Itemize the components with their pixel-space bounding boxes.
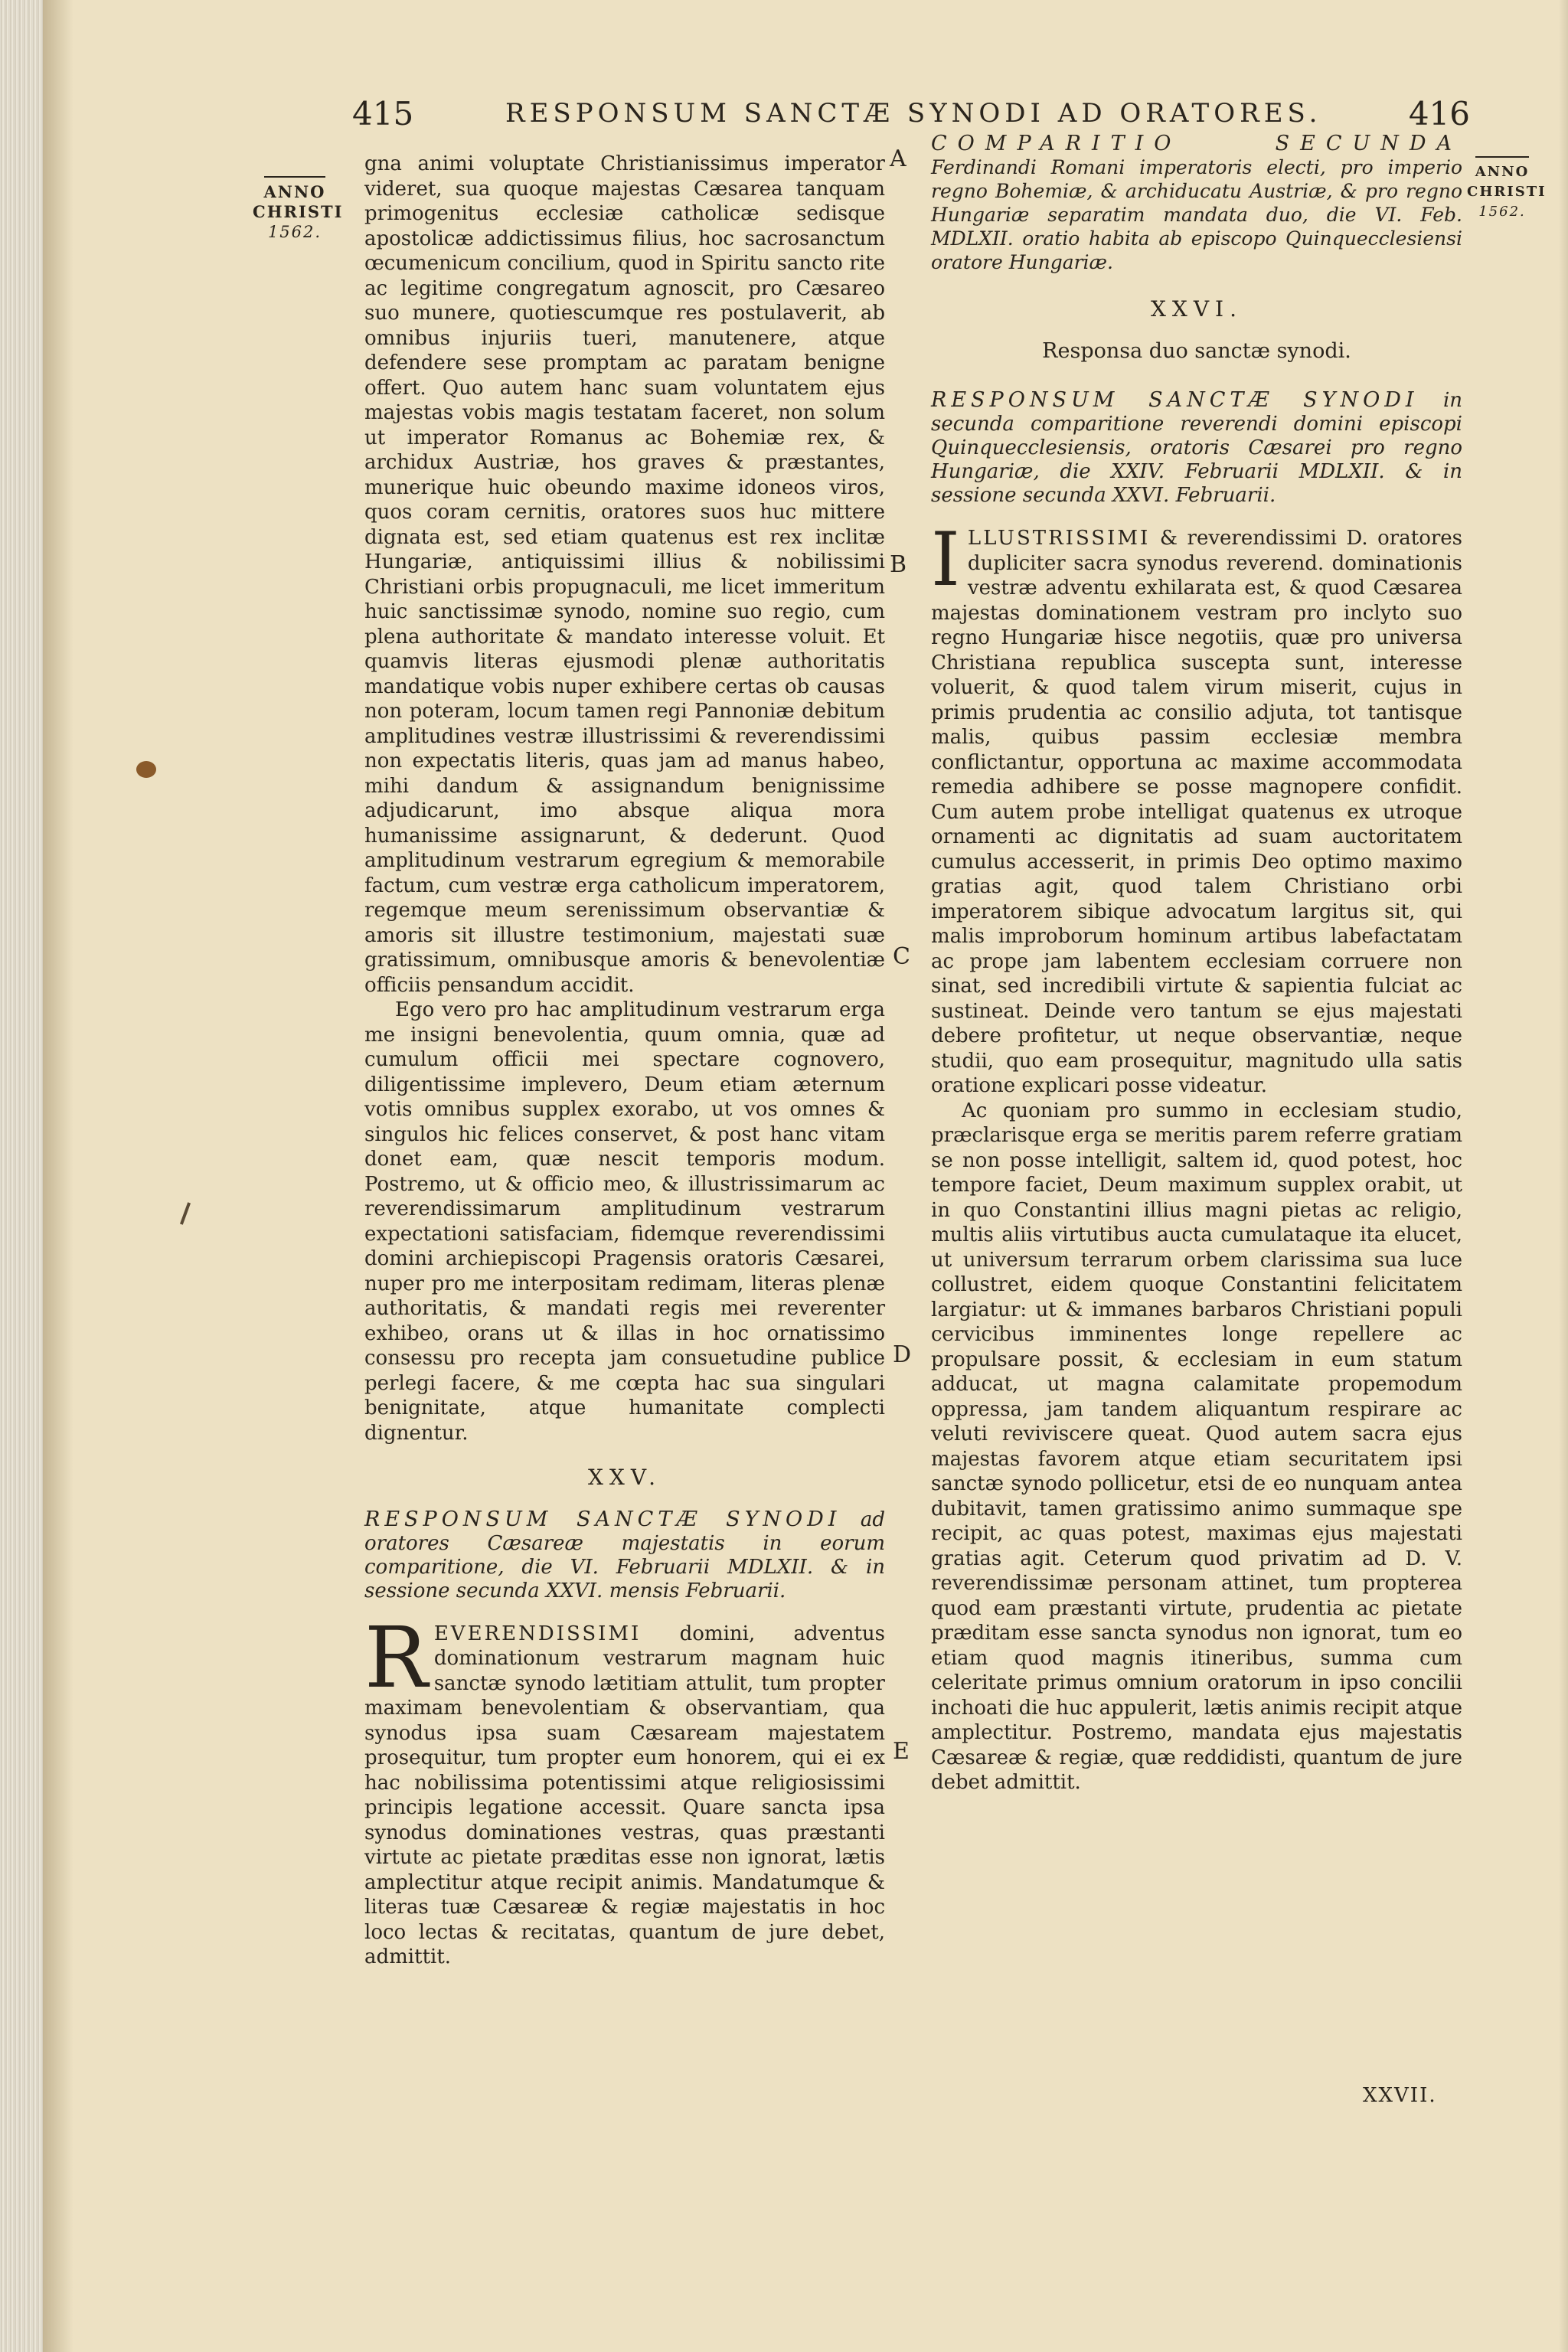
section-heading-xxv-caps: RESPONSUM SANCTÆ SYNODI	[364, 1507, 841, 1531]
section-marker-c: C	[893, 943, 910, 970]
section-number-xxvi: XXVI.	[1150, 296, 1243, 322]
comparitio-heading	[931, 132, 1462, 274]
section-marker-b: B	[890, 551, 907, 578]
left-column	[364, 152, 885, 1970]
right-paragraph-1-text: & reverendissimi D. oratores dupliciter sacra synodus reverend. dominationis vestræ adventu exhilarata est, & quod Cæsarea majestas dominationem vestram pro inclyto suo regno Hungariæ hisce negotiis, quæ pro universa Christiana republica suscepta sunt, interesse voluerit, & quod talem virum miserit, cujus in primis prudentia ac consilio adjuta, tot tantisque malis, quibus passim ecclesiæ membra conflictantur, opportuna ac maxime accommodata remedia adhibere se posse magnopere confidit. Cum autem probe intelligat quatenus ex utroque ornamenti ac dignitatis ad suam auctoritatem cumulus accesserit, in primis Deo optimo maximo gratias agit, quod talem Christiano orbi imperatorem sibique advocatum largitus sit, qui malis improborum hominum artibus labefactatam ac prope jam labentem ecclesiam corruere non sinat, sed incredibili virtute & sapientia fulciat ac sustineat. Deinde vero tantum se ejus majestati debere profitetur, ut neque observantiæ, neque studii, quo eam prosequitur, magnitudo ulla satis oratione explicari posse videatur.	[931, 527, 1462, 1097]
responsa-subheading: Responsa duo sanctæ synodi.	[1042, 338, 1351, 363]
section-marker-d: D	[893, 1341, 912, 1368]
drop-cap-i: I	[931, 517, 960, 603]
section-xxv-body	[364, 1608, 885, 1970]
section-heading-xxv-rest: ad oratores Cæsareæ majestatis in eorum comparitione, die VI. Februarii MDLXII. & in sessione secunda XXVI. mensis Februarii.	[364, 1508, 886, 1602]
right-column	[931, 132, 1462, 1795]
left-paragraph-1: gna animi voluptate Christianissimus imperator videret, sua quoque majestas Cæsarea tanquam primogenitus ecclesiæ catholicæ sedisque apostolicæ addictissimus filius, hoc sacrosanctum œcumenicum concilium, quod in Spiritu sancto rite ac legitime congregatum agnoscit, pro Cæsareo suo munere, quotiescumque res postulaverit, ab omnibus injuriis tueri, manutenere, atque defendere sese promptam ac paratam benigne offert. Quo autem hanc suam voluntatem ejus majestas vobis magis testatam faceret, non solum ut imperator Romanus ac Bohemiæ rex, & archidux Austriæ, hos graves & præstantes, munerique huic obeundo maxime idoneos viros, quos coram cernitis, oratores suos huc mittere dignata est, sed etiam quatenus est rex inclitæ Hungariæ, antiquissimi illius & nobilissimi Christiani orbis propugnaculi, me licet immeritum huic sanctissimæ synodo, nomine suo regio, cum plena authoritate & mandato interesse voluit. Et quamvis literas ejusmodi plenæ authoritatis mandatique vobis nuper exhibere certas ob causas non poteram, locum tamen regi Pannoniæ debitum amplitudines vestræ illustrissimi & reverendissimi non expectatis literis, quas jam ad manus habeo, mihi dandum & assignandum benignissime adjudicarunt, imo absque aliqua mora humanissime assignarunt, & dederunt. Quod amplitudinum vestrarum egregium & memorabile factum, cum vestræ erga catholicum imperatorem, regemque meum serenissimum observantiæ & amoris sit illustre testimonium, majestati suæ gratissimum, omnibusque amoris & benevolentiæ officiis pensandum accidit.	[364, 152, 885, 997]
margin-note-right: ANNO CHRISTI 1562.	[1467, 156, 1537, 222]
left-paragraph-2: Ego vero pro hac amplitudinum vestrarum erga me insigni benevolentia, quum omnia, quæ ad cumulum officii mei spectare cognovero, diligentissime implevero, Deum etiam æternum votis omnibus supplex exorabo, ut vos omnes & singulos hic felices conservet, & post hanc vitam donet eam, quæ nescit temporis modum. Postremo, ut & officio meo, & illustrissimarum ac reverendissimarum amplitudinum vestrarum expectationi satisfaciam, fidemque reverendissimi domini archiepiscopi Pragensis oratoris Cæsarei, nuper pro me interpositam redimam, literas plenæ authoritatis, & mandati regis mei reverenter exhibeo, orans ut & illas in hoc ornatissimo consessu pro recepta jam consuetudine publice perlegi facere, & me cœpta hac sua singulari benignitate, atque humanitate complecti dignentur.	[364, 998, 885, 1445]
page-number-right: 416	[1408, 95, 1470, 132]
section-marker-a: A	[890, 145, 906, 172]
section-marker-e: E	[893, 1738, 910, 1765]
section-heading-xxv	[364, 1508, 885, 1603]
comparitio-rest: Ferdinandi Romani imperatoris electi, pro imperio regno Bohemiæ, & archiducatu Austriæ, & pro regno Hungariæ separatim mandata duo, die VI. Feb. MDLXII. oratio habita ab episcopo Quinquecclesiensi oratore Hungariæ.	[931, 156, 1462, 273]
comparitio-caps: COMPARITIO SECUNDA	[931, 132, 1462, 155]
page-number-left: 415	[352, 95, 414, 132]
section-heading-xxvi	[931, 388, 1462, 508]
drop-cap-r: R	[364, 1608, 428, 1707]
section-heading-xxvi-caps: RESPONSUM SANCTÆ SYNODI	[931, 388, 1419, 412]
ink-stain	[136, 761, 156, 778]
right-paragraph-1	[931, 517, 1462, 1099]
section-heading-xxvi-rest: in secunda comparitione reverendi domini episcopi Quinquecclesiensis, oratoris Cæsarei pro regno Hungariæ, die XXIV. Februarii MDLXII. & in sessione secunda XXVI. Februarii.	[931, 389, 1463, 507]
section-xxv-text: domini, adventus dominationum vestrarum magnam huic sanctæ synodo lætitiam attulit, tum propter maximam benevolentiam & observantiam, qua synodus ipsa suam Cæsaream majestatem prosequitur, tum propter eum honorem, qui ei ex hac nobilissima potentissimi atque religiosissimi principis legatione accessit. Quare sancta ipsa synodus dominationes vestras, quas præstanti virtute ac pietate præditas esse non ignorat, lætis amplectitur atque recipit animis. Mandatumque & literas tuæ Cæsareæ & regiæ majestatis in hoc loco lectas & recitatas, quantum de jure debet, admittit.	[364, 1622, 885, 1968]
page-header	[337, 90, 1470, 136]
gutter-shadow	[43, 0, 74, 2352]
right-first-word: LLUSTRISSIMI	[967, 527, 1151, 550]
section-xxv-first-word: EVERENDISSIMI	[433, 1622, 642, 1645]
right-paragraph-2: Ac quoniam pro summo in ecclesiam studio, præclarisque erga se meritis parem referre gratiam se non posse intelligit, saltem id, quod potest, hoc tempore faciet, Deum maximum supplex orabit, ut in quo Constantini illius magni pietas ac religio, multis aliis virtutibus aucta cumulataque ita elucet, ut universum terrarum orbem clarissima sua luce collustret, eidem quoque Constantini felicitatem largiatur: ut & immanes barbaros Christiani populi cervicibus imminentes longe repellere ac propulsare possit, & ecclesiam in eum statum adducat, ut magna calamitate propemodum oppressa, jam tandem aliquantum respirare ac veluti reviviscere queat. Quod autem sacra ejus majestas favorem atque etiam securitatem ipsi sanctæ synodo pollicetur, etsi de eo nunquam antea dubitavit, tamen gratissimo animo summaque spe recipit, ac quas potest, maximas ejus majestati gratias agit. Ceterum quod privatim ad D. V. reverendissimæ personam attinet, tum propterea quod eam præstanti virtute, prudentia ac pietate præditam esse sancta synodus non ignorat, tum eo etiam quod magnis itineribus, summa cum celeritate primus omnium oratorum in ipso concilii inchoati die huc appulerit, lætis animis recipit atque amplectitur. Postremo, mandata ejus majestatis Cæsareæ & regiæ, quæ reddidisti, quantum de jure debet admittit.	[931, 1099, 1462, 1794]
catchword: XXVII.	[1363, 2084, 1437, 2107]
right-page-edge	[1559, 0, 1568, 2352]
section-number-xxv: XXV.	[587, 1465, 662, 1490]
book-page-edges	[0, 0, 43, 2352]
margin-note-left: ANNO CHRISTI 1562.	[253, 176, 337, 242]
running-title: RESPONSUM SANCTÆ SYNODI AD ORATORES.	[505, 98, 1322, 129]
ink-mark	[180, 1202, 191, 1225]
